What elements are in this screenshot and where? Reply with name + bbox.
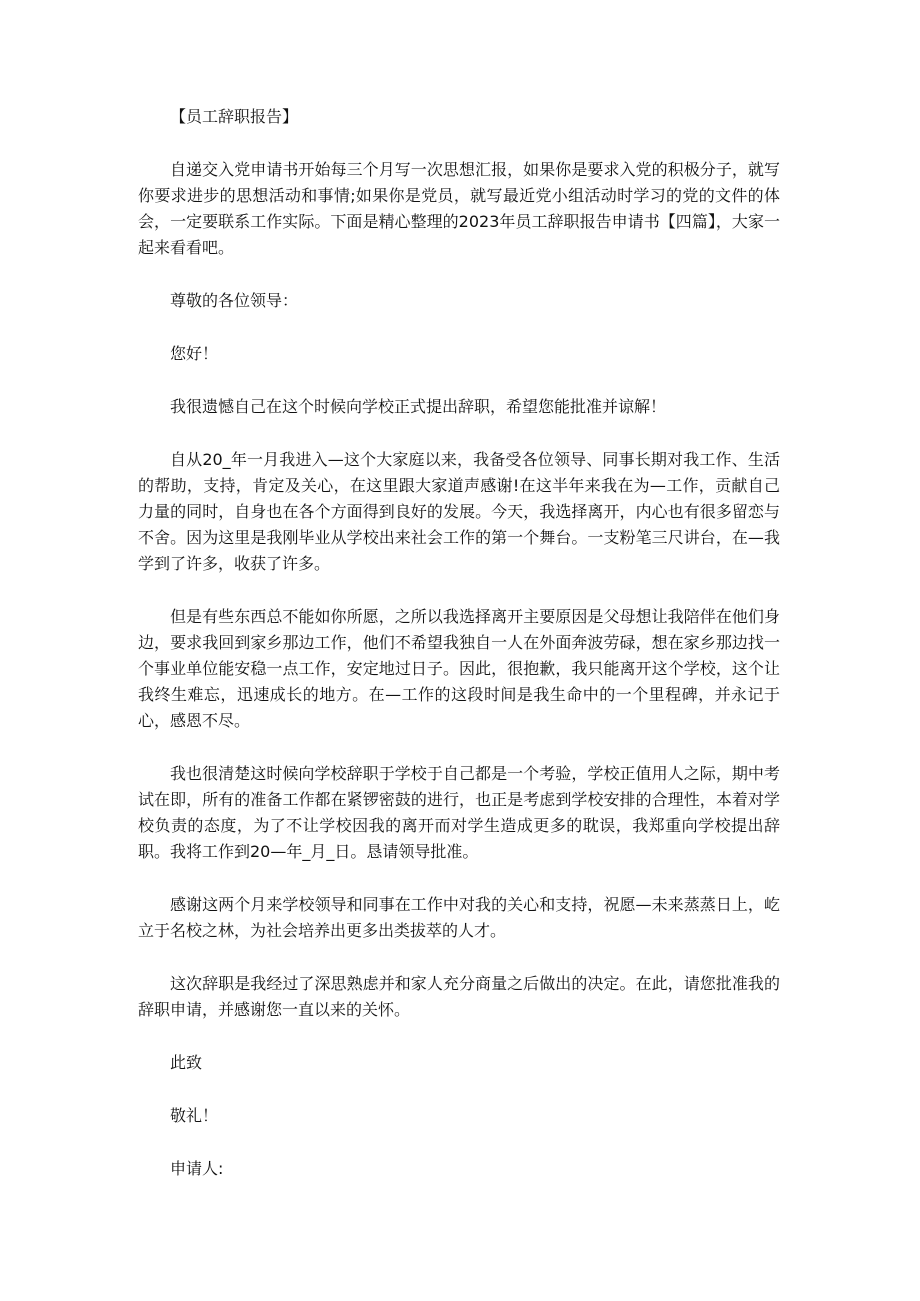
- document-body: [138, 104, 780, 1209]
- intro-paragraph: 自递交入党申请书开始每三个月写一次思想汇报，如果你是要求入党的积极分子，就写你要求进步的思想活动和事情;如果你是党员，就写最近党小组活动时学习的党的文件的体会，一定要联系工作实际。下面是精心整理的2023年员工辞职报告申请书【四篇】，大家一起来看看吧。: [138, 160, 780, 257]
- salutation: 尊敬的各位领导：: [170, 291, 299, 310]
- closing-line-2: 敬礼！: [170, 1106, 219, 1125]
- body-paragraph-5: 感谢这两个月来学校领导和同事在工作中对我的关心和支持，祝愿—未来蒸蒸日上，屹立于名校之林，为社会培养出更多出类拔萃的人才。: [138, 895, 780, 940]
- body-paragraph-2: 自从20_年一月我进入—这个大家庭以来，我备受各位领导、同事长期对我工作、生活的帮助，支持，肯定及关心，在这里跟大家道声感谢!在这半年来我在为—工作，贡献自己力量的同时，自身也在各个方面得到良好的发展。今天，我选择离开，内心也有很多留恋与不舍。因为这里是我刚毕业从学校出来社会工作的第一个舞台。一支粉笔三尺讲台，在—我学到了许多，收获了许多。: [138, 450, 780, 573]
- body-paragraph-3: 但是有些东西总不能如你所愿，之所以我选择离开主要原因是父母想让我陪伴在他们身边，要求我回到家乡那边工作，他们不希望我独自一人在外面奔波劳碌，想在家乡那边找一个事业单位能安稳一点工作，安定地过日子。因此，很抱歉，我只能离开这个学校，这个让我终生难忘，迅速成长的地方。在—工作的这段时间是我生命中的一个里程碑，并永记于心，感恩不尽。: [138, 607, 780, 730]
- body-paragraph-4: 我也很清楚这时候向学校辞职于学校于自己都是一个考验，学校正值用人之际，期中考试在即，所有的准备工作都在紧锣密鼓的进行，也正是考虑到学校安排的合理性，本着对学校负责的态度，为了不让学校因我的离开而对学生造成更多的耽误，我郑重向学校提出辞职。我将工作到20—年_月_日。恳请领导批准。: [138, 764, 780, 861]
- body-paragraph-1: 我很遗憾自己在这个时候向学校正式提出辞职，希望您能批准并谅解！: [170, 397, 667, 416]
- greeting: 您好！: [170, 344, 219, 363]
- closing-line-1: 此致: [170, 1053, 203, 1072]
- applicant-line: 申请人:: [170, 1159, 224, 1178]
- document-heading: 【员工辞职报告】: [170, 107, 299, 126]
- body-paragraph-6: 这次辞职是我经过了深思熟虑并和家人充分商量之后做出的决定。在此，请您批准我的辞职申请，并感谢您一直以来的关怀。: [138, 974, 780, 1019]
